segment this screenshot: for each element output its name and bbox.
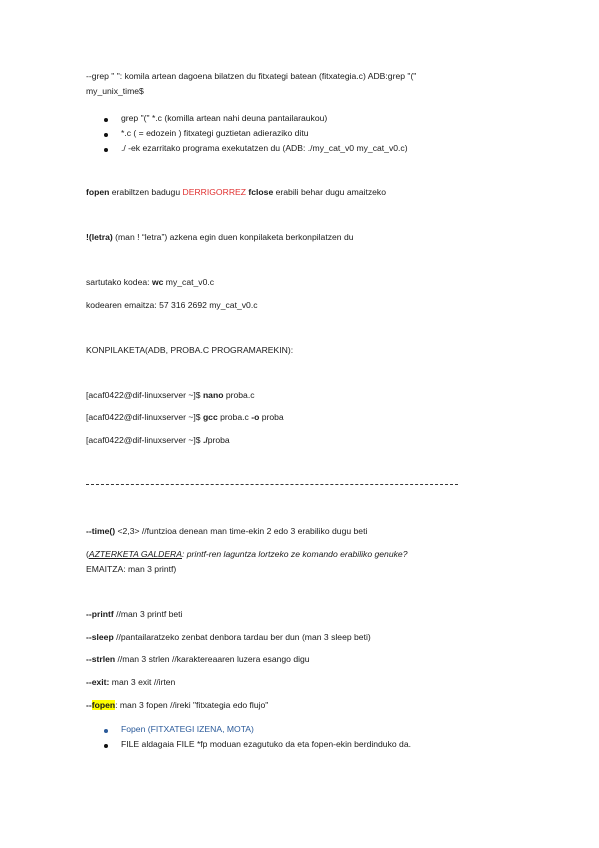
keyword-fclose: fclose <box>248 187 274 197</box>
function-prefix: -- <box>86 700 92 710</box>
wc-input-line <box>86 277 214 288</box>
terminal-prompt: [acaf0422@dif-linuxserver ~]$ <box>86 435 203 445</box>
terminal-command: nano <box>202 390 224 400</box>
exam-answer-line: EMAITZA: man 3 printf) <box>86 564 177 574</box>
terminal-line-2 <box>86 412 284 423</box>
terminal-command: ./ <box>202 435 208 445</box>
grep-bullet-1: grep "(" *.c (komilla artean nahi deuna pantailaraukou) <box>121 113 328 123</box>
terminal-prompt: [acaf0422@dif-linuxserver ~]$ <box>86 390 203 400</box>
keyword-fopen: fopen <box>86 187 110 197</box>
letra-note <box>86 232 354 243</box>
function-desc: //man 3 printf beti <box>113 609 183 619</box>
text-segment: <2,3> //funtzioa denean man time-ekin 2 edo 3 erabiliko dugu beti <box>115 526 368 536</box>
terminal-command: gcc <box>202 412 218 422</box>
text-segment: ( <box>86 549 89 559</box>
function-sleep <box>86 632 371 643</box>
grep-line-2: my_unix_time$ <box>86 86 144 96</box>
bullet-icon <box>104 744 108 748</box>
text-segment: proba.c <box>217 412 252 422</box>
text-segment: sartutako kodea: <box>86 277 152 287</box>
function-desc: //pantailaratzeko zenbat denbora tardau ber dun (man 3 sleep beti) <box>113 632 371 642</box>
function-name: --sleep <box>86 632 114 642</box>
terminal-line-1 <box>86 390 255 401</box>
function-name: --exit: <box>86 677 110 687</box>
grep-bullet-2: *.c ( = edozein ) fitxategi guztietan adieraziko ditu <box>121 128 309 138</box>
text-segment: proba <box>259 412 284 422</box>
grep-line-1: --grep " ": komila artean dagoena bilatzen du fitxategi batean (fitxategia.c) ADB:grep "(" <box>86 71 417 81</box>
text-segment: proba.c <box>223 390 255 400</box>
function-desc: : man 3 fopen //ireki "fitxategia edo flujo" <box>115 700 269 710</box>
function-strlen <box>86 654 310 665</box>
text-segment: proba <box>207 435 230 445</box>
exam-question-text: : printf-ren laguntza lortzeko ze komando erabiliko genuke? <box>182 549 408 559</box>
bullet-icon <box>104 729 108 733</box>
fopen-fclose-note <box>86 187 386 198</box>
function-name-highlighted: fopen <box>91 700 116 710</box>
keyword-wc: wc <box>151 277 164 287</box>
function-name: --strlen <box>86 654 116 664</box>
bullet-icon <box>104 118 108 122</box>
terminal-prompt: [acaf0422@dif-linuxserver ~]$ <box>86 412 203 422</box>
time-line <box>86 526 367 537</box>
grep-bullet-3: ./ -ek ezarritako programa exekutatzen du (ADB: ./my_cat_v0 my_cat_v0.c) <box>121 143 408 153</box>
terminal-line-3 <box>86 435 230 446</box>
text-segment: (man ! “letra”) azkena egin duen konpilaketa berkonpilatzen du <box>112 232 354 242</box>
bullet-icon <box>104 133 108 137</box>
exam-question-label: AZTERKETA GALDERA <box>88 549 182 559</box>
text-segment: erabiltzen badugu <box>109 187 183 197</box>
fopen-bullet-1: Fopen (FITXATEGI IZENA, MOTA) <box>121 724 254 734</box>
terminal-flag: -o <box>251 412 260 422</box>
text-segment: erabili behar dugu amaitzeko <box>273 187 386 197</box>
exam-question-line <box>86 549 407 560</box>
text-segment: my_cat_v0.c <box>163 277 215 287</box>
function-desc: //man 3 strlen //karaktereaaren luzera esango digu <box>115 654 310 664</box>
keyword-derrigorrez: DERRIGORREZ <box>182 187 247 197</box>
konpilaketa-title: KONPILAKETA(ADB, PROBA.C PROGRAMAREKIN): <box>86 345 294 355</box>
function-exit <box>86 677 175 688</box>
bullet-icon <box>104 148 108 152</box>
wc-output-line: kodearen emaitza: 57 316 2692 my_cat_v0.c <box>86 300 258 310</box>
keyword-letra: !(letra) <box>86 232 113 242</box>
function-fopen <box>86 700 268 711</box>
keyword-time: --time() <box>86 526 116 536</box>
function-printf <box>86 609 182 620</box>
dashed-separator <box>86 484 458 485</box>
function-name: --printf <box>86 609 114 619</box>
function-desc: man 3 exit //irten <box>109 677 176 687</box>
fopen-bullet-2: FILE aldagaia FILE *fp moduan ezagutuko da eta fopen-ekin berdinduko da. <box>121 739 412 749</box>
